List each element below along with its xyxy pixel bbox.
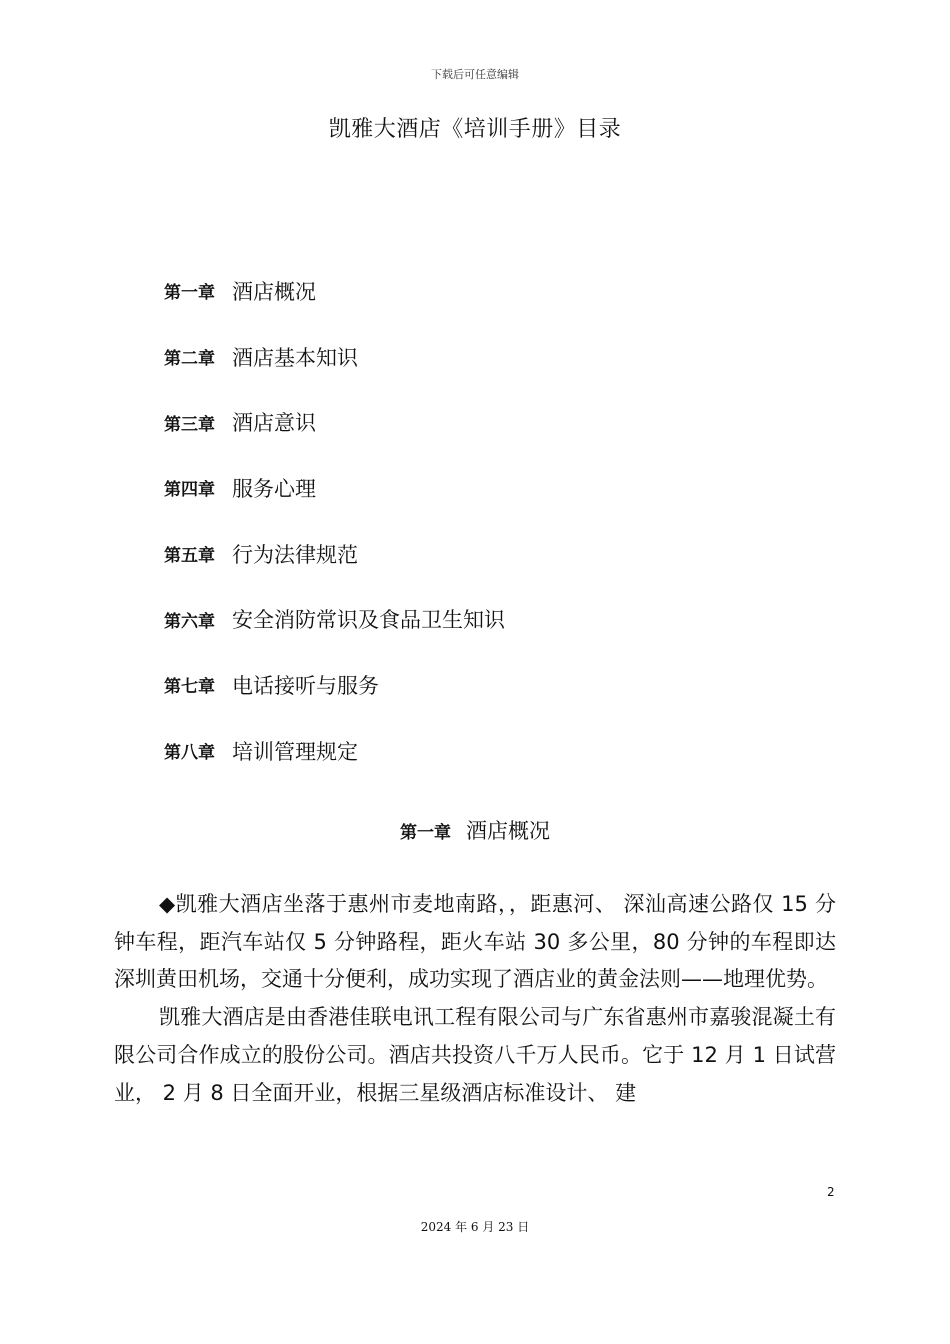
header-note: 下载后可任意编辑 (431, 68, 519, 81)
toc-chapter-number: 第二章 (164, 349, 215, 370)
toc-chapter-title: 安全消防常识及食品卫生知识 (232, 608, 505, 633)
section-chapter-number: 第一章 (399, 823, 451, 843)
toc-chapter-number: 第四章 (164, 480, 215, 501)
document-title: 凯雅大酒店《培训手册》目录 (328, 117, 622, 142)
paragraph: ◆凯雅大酒店坐落于惠州市麦地南路，，距惠河、 深汕高速公路仅 15 分钟车程，距汽车站仅 5 分钟路程，距火车站 30 多公里，80 分钟的车程即达深圳黄田机场，交通十分便利，成功实现了酒店业的黄金法则——地理优势。 (114, 892, 836, 992)
toc-item (164, 586, 505, 652)
table-of-contents (164, 258, 505, 784)
toc-chapter-title: 电话接听与服务 (232, 673, 379, 698)
toc-chapter-title: 酒店意识 (232, 411, 316, 436)
toc-chapter-number: 第六章 (164, 611, 215, 632)
toc-item (164, 389, 505, 455)
section-heading (0, 815, 950, 845)
toc-chapter-number: 第一章 (164, 283, 215, 304)
page-number: 2 (827, 1185, 835, 1199)
footer-date: 2024 年 6 月 23 日 (420, 1220, 530, 1234)
toc-item (164, 718, 505, 784)
toc-chapter-title: 行为法律规范 (232, 542, 358, 567)
toc-item (164, 652, 505, 718)
section-title: 酒店概况 (466, 819, 551, 843)
toc-chapter-title: 酒店基本知识 (232, 345, 358, 370)
toc-item (164, 324, 505, 390)
body-text (114, 886, 836, 1112)
toc-chapter-number: 第七章 (164, 677, 215, 698)
toc-chapter-number: 第八章 (164, 743, 215, 764)
toc-chapter-title: 培训管理规定 (232, 739, 358, 764)
toc-chapter-number: 第三章 (164, 414, 215, 435)
toc-chapter-number: 第五章 (164, 546, 215, 567)
toc-item (164, 258, 505, 324)
paragraph: 凯雅大酒店是由香港佳联电讯工程有限公司与广东省惠州市嘉骏混凝土有限公司合作成立的股份公司。酒店共投资八千万人民币。它于 12 月 1 日试营业， 2 月 8 日全面开业，根据三星级酒店标准设计、 建 (114, 1005, 836, 1105)
toc-chapter-title: 服务心理 (232, 476, 316, 501)
toc-item (164, 455, 505, 521)
toc-item (164, 521, 505, 587)
toc-chapter-title: 酒店概况 (232, 279, 316, 304)
